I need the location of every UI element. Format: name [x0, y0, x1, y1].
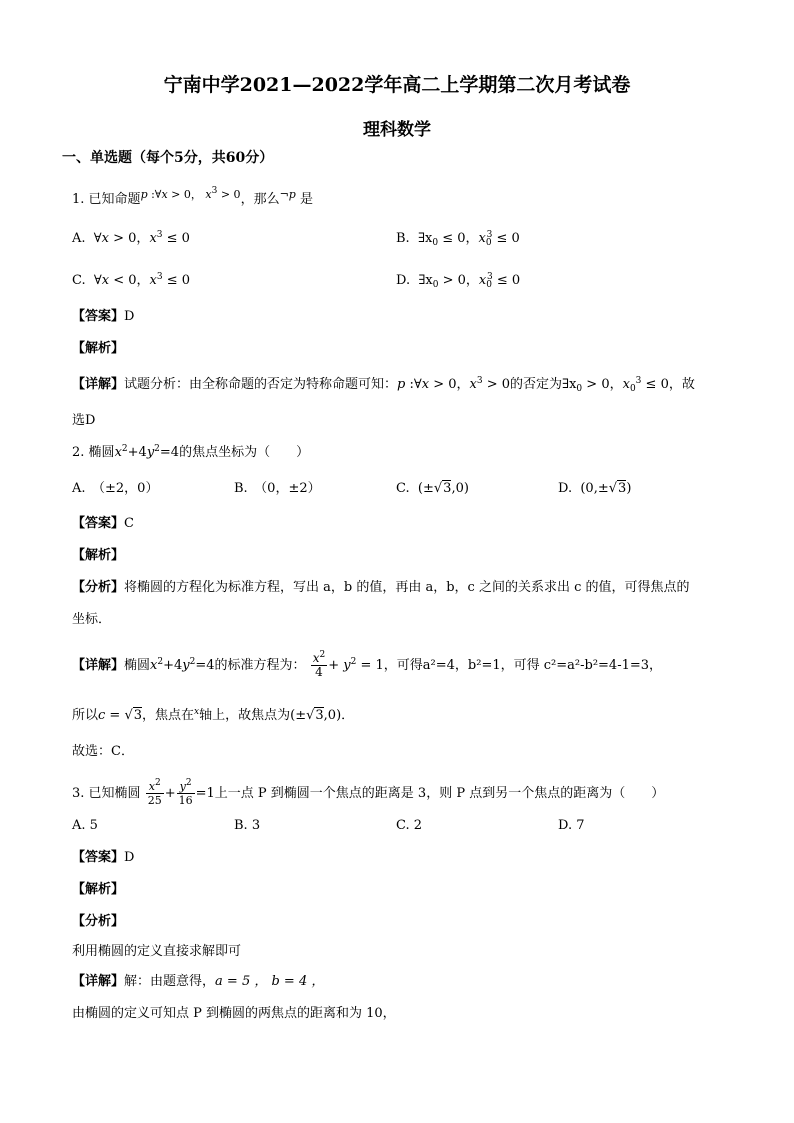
q2-detail-line2: 所以c = √3，焦点在$^x$轴上，故焦点为(±√3,0)． — [72, 707, 355, 723]
q2-option-d: D. (0,±√3) — [558, 481, 632, 496]
page-subtitle: 理科数学 — [363, 120, 431, 140]
q2-stem: 2. 椭圆$x^2+4y^2=4$的焦点坐标为（ ） — [72, 444, 310, 460]
q1-detail-tail: 选D — [72, 413, 96, 428]
page-title: 宁南中学2021—2022学年高二上学期第二次月考试卷 — [163, 74, 631, 96]
q1-detail: 【详解】试题分析：由全称命题的否定为特称命题可知：p :∀x > 0，$x^3 > 0$的否定为$\exists x_0 > 0$，$x_0^3 \le 0$，故 — [72, 376, 695, 394]
q3-analysis-label: 【解析】 — [72, 882, 125, 897]
q2-option-a: A. （±2，0） — [72, 481, 159, 496]
q3-answer: 【答案】D — [72, 850, 135, 865]
q2-answer: 【答案】C — [72, 516, 134, 531]
q2-fenxi: 【分析】将椭圆的方程化为标准方程，写出 a，b 的值，再由 a，b，c 之间的关系求出 c 的值，可得焦点的 — [72, 580, 690, 595]
q1-analysis-label: 【解析】 — [72, 341, 125, 356]
section-heading: 一、单选题（每个5分，共60分） — [62, 150, 274, 166]
q3-fenxi: 利用椭圆的定义直接求解即可 — [72, 944, 242, 959]
q3-fenxi-label: 【分析】 — [72, 914, 125, 929]
q2-fenxi-tail: 坐标． — [72, 612, 112, 627]
q1-stem: 1. 已知命题$^{p :\forall x > 0, x^3 > 0}$，那么$^{\neg p}$ 是 — [72, 186, 313, 207]
q1-option-d: D. $\exists x_0 > 0$，$x_0^3 \le 0$ — [396, 272, 521, 290]
q3-option-a: A. 5 — [72, 818, 98, 833]
q3-option-b: B. 3 — [234, 818, 261, 833]
q1-number: 1. — [72, 192, 85, 207]
q2-option-c: C. (±√3,0) — [396, 481, 469, 496]
q2-detail: 【详解】椭圆$x^2+4y^2=4$的标准方程为： $\frac{x^2}{4}$ + $y^2 = 1$，可得a²=4，b²=1，可得 c²=a²-b²=4-1=3， — [72, 650, 663, 679]
q2-analysis-label: 【解析】 — [72, 548, 125, 563]
q3-last-line: 由椭圆的定义可知点 P 到椭圆的两焦点的距离和为 10， — [72, 1006, 396, 1021]
q1-answer: 【答案】D — [72, 309, 135, 324]
q3-stem: 3. 已知椭圆 $\frac{x^2}{25}$ + $\frac{y^2}{16}$ =1上一点 P 到椭圆一个焦点的距离是 3，则 P 点到另一个焦点的距离为（ ） — [72, 778, 665, 807]
q1-option-c: C. ∀x < 0，$x^3 \le 0$ — [72, 272, 191, 288]
q3-option-d: D. 7 — [558, 818, 585, 833]
q2-option-b: B. （0，±2） — [234, 481, 321, 496]
q2-conclusion: 故选：C． — [72, 744, 134, 759]
q1-option-b: B. $\exists x_0 \le 0$，$x_0^3 \le 0$ — [396, 230, 520, 248]
q1-option-a: A. ∀x > 0，$x^3 \le 0$ — [72, 230, 190, 246]
q3-option-c: C. 2 — [396, 818, 423, 833]
q3-detail: 【详解】解：由题意得，a = 5 ， b = 4 ， — [72, 974, 325, 989]
